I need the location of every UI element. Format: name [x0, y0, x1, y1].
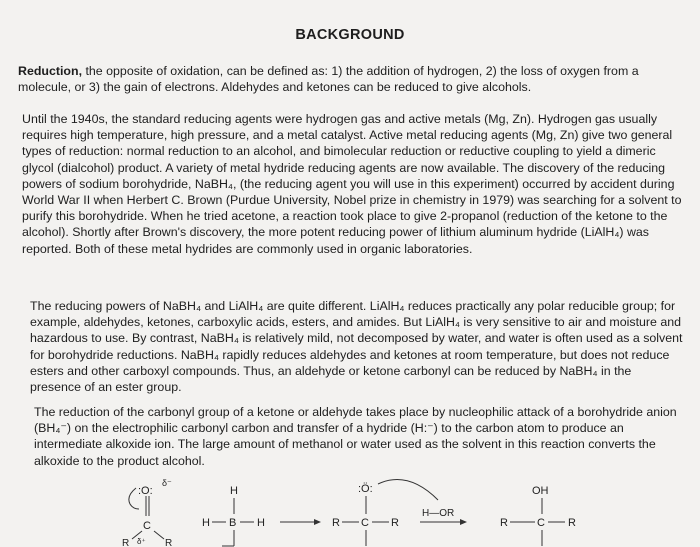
- definition-term: Reduction,: [18, 64, 83, 78]
- alcohol-r-left: R: [500, 517, 508, 529]
- alkoxide-oxygen: :Ö:: [358, 483, 373, 495]
- reaction-arrowhead: [314, 519, 321, 525]
- borohydride-h-left: H: [202, 517, 210, 529]
- paragraph-history: Until the 1940s, the standard reducing agents were hydrogen gas and active metals (Mg, Zn). Hydrogen gas usually requires high temperature, high pressure, and a metal catalyst. Active metal reducing agents (Mg, Zn) give two general types of reduction: normal reduction to an alcohol, and bimolecular reduction or reductive coupling to yield a dimeric glycol (dialcohol) product. A variety of metal hydride reducing agents are now available. The discovery of the reducing powers of sodium borohydride, NaBH₄, (the reducing agent you will use in this experiment) occurred by accident during World War II when Herbert C. Brown (Purdue University, Nobel prize in chemistry in 1979) was searching for a solvent to purify this borohydride. When he tried acetone, a reaction took place to give 2-propanol (reduction of the ketone to the alcohol). Shortly after Brown's discovery, the more potent reducing power of lithium aluminum hydride (LiAlH₄) was reported. Both of these metal hydrides are commonly used in organic laboratories.: [22, 112, 682, 256]
- paragraph-comparison: The reducing powers of NaBH₄ and LiAlH₄ are quite different. LiAlH₄ reduces practically any polar reducible group; for example, aldehydes, ketones, carboxylic acids, esters, and amides. But LiAlH₄ is very sensitive to air and moisture and hazardous to use. By contrast, NaBH₄ is relatively mild, not decomposed by water, and water is often used as a solvent for borohydride reductions. NaBH₄ rapidly reduces aldehydes and ketones at room temperature, but does not reduce esters and other carboxyl compounds. Thus, an aldehyde or ketone carbonyl can be reduced by NaBH₄ in the presence of an ester group.: [30, 299, 683, 395]
- alcohol-r-right: R: [568, 517, 576, 529]
- delta-minus-label: δ⁻: [162, 478, 172, 488]
- reaction-arrowhead: [460, 519, 467, 525]
- carbonyl-carbon: C: [143, 520, 151, 532]
- borohydride-h-top: H: [230, 485, 238, 497]
- carbonyl-oxygen: :O:: [138, 485, 153, 497]
- alkoxide-carbon: C: [361, 517, 369, 529]
- delta-plus-label: δ⁺: [137, 537, 146, 546]
- alkoxide-r-right: R: [391, 517, 399, 529]
- curved-arrow: [378, 480, 438, 500]
- r-group-right: R: [165, 538, 173, 547]
- alcohol-oh: OH: [532, 485, 549, 497]
- section-heading: BACKGROUND: [295, 27, 405, 43]
- alkoxide-r-left: R: [332, 517, 340, 529]
- definition-text: the opposite of oxidation, can be defined as: 1) the addition of hydrogen, 2) the loss of oxygen from a molecule, or 3) the gain of electrons. Aldehydes and ketones can be reduced to give alcohols.: [18, 64, 639, 95]
- paragraph-mechanism: The reduction of the carbonyl group of a ketone or aldehyde takes place by nucleophilic attack of a borohydride anion (BH₄⁻) on the electrophilic carbonyl carbon and transfer of a hydride (H:⁻) to the carbon atom to produce an intermediate alkoxide ion. The large amount of methanol or water used as the solvent in this reaction converts the alkoxide to the product alcohol.: [34, 405, 677, 468]
- reagent-label: H—OR: [422, 508, 455, 519]
- r-group-left: R: [122, 538, 130, 547]
- reaction-mechanism-diagram: [110, 474, 590, 547]
- bond-line: [154, 531, 164, 539]
- paragraph-definition: [18, 63, 686, 95]
- borohydride-h-right: H: [257, 517, 265, 529]
- alcohol-carbon: C: [537, 517, 545, 529]
- boron-atom: B: [229, 517, 237, 529]
